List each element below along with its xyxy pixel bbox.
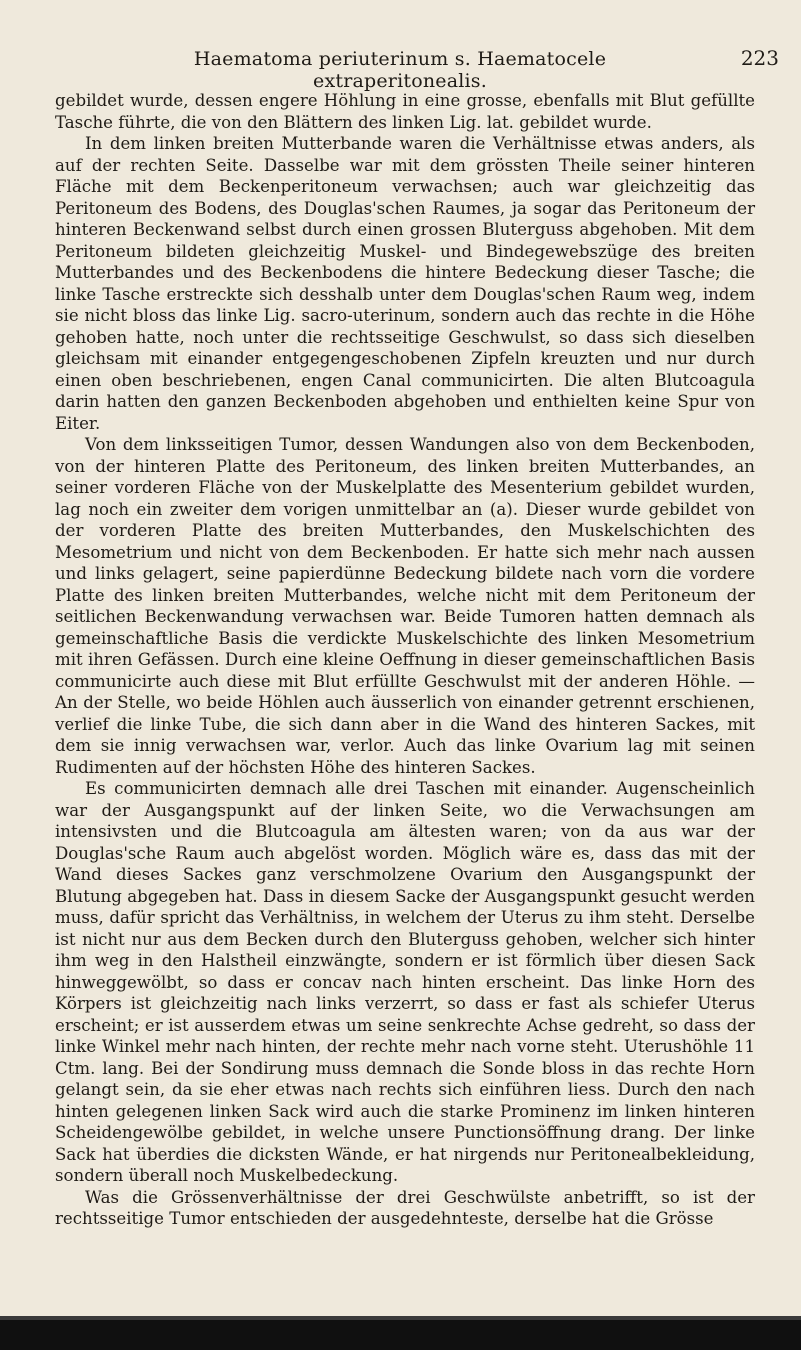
paragraph: In dem linken breiten Mutterbande waren die Verhältnisse etwas anders, als auf der rechten Seite. Dasselbe war mit dem grössten Theile seiner hinteren Fläche mit dem Beckenperitoneum verwachsen; auch war gleichzeitig das Peritoneum des Bodens, des Douglas'schen Raumes, ja sogar das Peritoneum der hinteren Beckenwand selbst durch einen grossen Bluterguss abgehoben. Mit dem Peritoneum bildeten gleichzeitig Muskel- und Bindegewebszüge des breiten Mutterbandes und des Beckenbodens die hintere Bedeckung dieser Tasche; die linke Tasche erstreckte sich desshalb unter dem Douglas'schen Raum weg, indem sie nicht bloss das linke Lig. sacro-uterinum, sondern auch das rechte in die Höhe gehoben hatte, noch unter die rechtsseitige Geschwulst, so dass sich dieselben gleichsam mit einander entgegengeschobenen Zipfeln kreuzten und nur durch einen oben beschriebenen, engen Canal communicirten. Die alten Blutcoagula darin hatten den ganzen Beckenboden abgehoben und enthielten keine Spur von Eiter. xyxy=(55,134,755,433)
paragraph: Was die Grössenverhältnisse der drei Geschwülste anbetrifft, so ist der rechtsseitige Tumor entschieden der ausgedehnteste, derselbe hat die Grösse xyxy=(55,1187,755,1228)
paragraph: Von dem linksseitigen Tumor, dessen Wandungen also von dem Beckenboden, von der hinteren Platte des Peritoneum, des linken breiten Mutterbandes, an seiner vorderen Fläche von der Muskelplatte des Mesenterium gebildet wurden, lag noch ein zweiter dem vorigen unmittelbar an (a). Dieser wurde gebildet von der vorderen Platte des breiten Mutterbandes, den Muskelschichten des Mesometrium und nicht von dem Beckenboden. Er hatte sich mehr nach aussen und links gelagert, seine papierdünne Bedeckung bildete nach vorn die vordere Platte des linken breiten Mutterbandes, welche nicht mit dem Peritoneum der seitlichen Beckenwandung verwachsen war. Beide Tumoren hatten demnach als gemeinschaftliche Basis die verdickte Muskelschichte des linken Mesometrium mit ihren Gefässen. Durch eine kleine Oeffnung in dieser gemeinschaftlichen Basis communicirte auch diese mit Blut erfüllte Geschwulst mit der anderen Höhle. — An der Stelle, wo beide Höhlen auch äusserlich von einander getrennt erschienen, verlief die linke Tube, die sich dann aber in die Wand des hinteren Sackes, mit dem sie innig verwachsen war, verlor. Auch das linke Ovarium lag mit seinen Rudimenten auf der höchsten Höhe des hinteren Sackes. xyxy=(55,435,755,777)
body-text xyxy=(55,90,755,1230)
page-number: 223 xyxy=(740,46,779,70)
scan-edge xyxy=(0,1320,801,1350)
paragraph-continuation: gebildet wurde, dessen engere Höhlung in eine grosse, ebenfalls mit Blut gefüllte Tasche führte, die von den Blättern des linken Lig. lat. gebildet wurde. xyxy=(55,91,755,132)
paragraph: Es communicirten demnach alle drei Taschen mit einander. Augenscheinlich war der Ausgangspunkt auf der linken Seite, wo die Verwachsungen am intensivsten und die Blutcoagula am ältesten waren; von da aus war der Douglas'sche Raum auch abgelöst worden. Möglich wäre es, dass das mit der Wand dieses Sackes ganz verschmolzene Ovarium den Ausgangspunkt der Blutung abgegeben hat. Dass in diesem Sacke der Ausgangspunkt gesucht werden muss, dafür spricht das Verhältniss, in welchem der Uterus zu ihm steht. Derselbe ist nicht nur aus dem Becken durch den Bluterguss gehoben, welcher sich hinter ihm weg in den Halstheil einzwängte, sondern er ist förmlich über diesen Sack hinweggewölbt, so dass er concav nach hinten erscheint. Das linke Horn des Körpers ist gleichzeitig nach links verzerrt, so dass er fast als schiefer Uterus erscheint; er ist ausserdem etwas um seine senkrechte Achse gedreht, so dass der linke Winkel mehr nach hinten, der rechte mehr nach vorne steht. Uterushöhle 11 Ctm. lang. Bei der Sondirung muss demnach die Sonde bloss in das rechte Horn gelangt sein, da sie eher etwas nach rechts sich einführen liess. Durch den nach hinten gelegenen linken Sack wird auch die starke Prominenz im linken hinteren Scheidengewölbe gebildet, in welche unsere Punctionsöffnung drang. Der linke Sack hat überdies die dicksten Wände, er hat nirgends nur Peritonealbekleidung, sondern überall noch Muskelbedeckung. xyxy=(55,779,755,1185)
running-title: Haematoma periuterinum s. Haematocele extraperitonealis. xyxy=(193,48,607,92)
